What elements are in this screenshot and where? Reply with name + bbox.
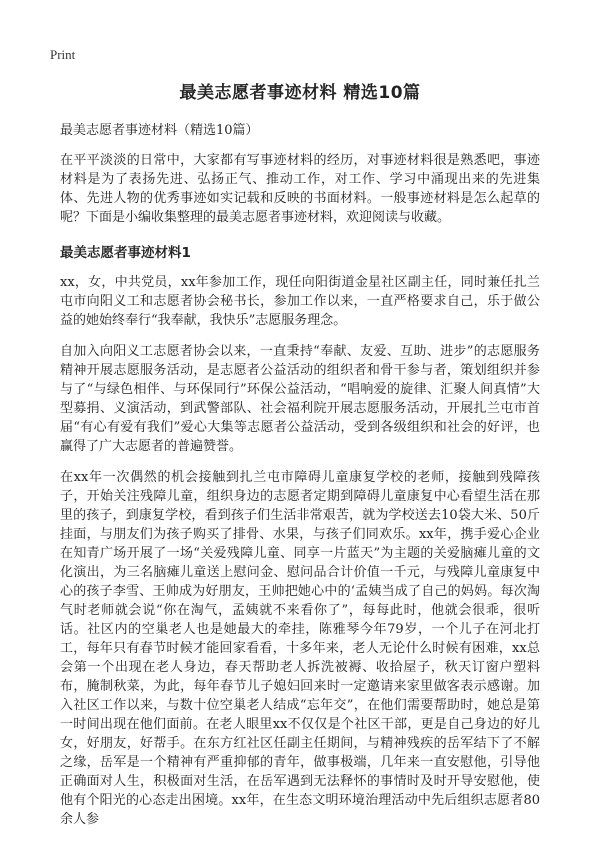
section-heading: 最美志愿者事迹材料1: [60, 245, 191, 261]
page-title: 最美志愿者事迹材料 精选10篇: [179, 83, 421, 103]
body-paragraph: xx，女，中共党员，xx年参加工作，现任向阳街道金星社区副主任，同时兼任扎兰屯市向阳义工和志愿者协会秘书长，参加工作以来，一直严格要求自己，乐于做公益的她始终奉行“我奉献，我快乐”志愿服务理念。: [60, 275, 540, 328]
print-label[interactable]: Print: [50, 47, 76, 62]
document-subtitle: 最美志愿者事迹材料（精选10篇）: [60, 123, 259, 138]
document-body: [60, 121, 540, 841]
intro-paragraph: 在平平淡淡的日常中，大家都有写事迹材料的经历，对事迹材料很是熟悉吧，事迹材料是为了表扬先进、弘扬正气、推动工作，对工作、学习中涌现出来的先进集体、先进人物的优秀事迹如实记载和反映的书面材料。一般事迹材料是怎么起草的呢？下面是小编收集整理的最美志愿者事迹材料，欢迎阅读与收藏。: [60, 153, 540, 225]
body-paragraph: 自加入向阳义工志愿者协会以来，一直秉持“奉献、友爱、互助、进步”的志愿服务精神开展志愿服务活动，是志愿者公益活动的组织者和骨干参与者，策划组织并参与了“与绿色相伴、与环保同行”环保公益活动，“唱响爱的旋律、汇聚人间真情”大型募捐、义演活动，到武警部队、社会福利院开展志愿服务活动，开展扎兰屯市首届“有心有爱有我们”爱心大集等志愿者公益活动，受到各级组织和社会的好评，也赢得了广大志愿者的普遍赞誉。: [60, 344, 540, 454]
body-paragraph: 在xx年一次偶然的机会接触到扎兰屯市障碍儿童康复学校的老师，接触到残障孩子，开始关注残障儿童，组织身边的志愿者定期到障碍儿童康复中心看望生活在那里的孩子，到康复学校，看到孩子们生活非常艰苦，就为学校送去10袋大米、50斤挂面，与朋友们为孩子购买了排骨、水果，与孩子们同欢乐。xx年，携手爱心企业在知青广场开展了一场“关爱残障儿童、同享一片蓝天”为主题的关爱脑瘫儿童的文化演出，为三名脑瘫儿童送上慰问金、慰问品合计价值一千元，与残障儿童康复中心的孩子李雪、王帅成为好朋友，王帅把她心中的‘孟姨当成了自己的妈妈。每次淘气时老师就会说“你在淘气，孟姨就不来看你了”，每每此时，他就会很乖，很听话。社区内的空巢老人也是她最大的牵挂，陈雅琴今年79岁，一个儿子在河北打工，每年只有春节时候才能回家看看，十多年来，老人无论什么时候有困难，xx总会第一个出现在老人身边，春天帮助老人拆洗被褥、收拾屋子，秋天订窗户塑料布，腌制秋菜，为此，每年春节儿子媳妇回来时一定邀请来家里做客表示感谢。加入社区工作以来，与数十位空巢老人结成“忘年交”，在他们需要帮助时，她总是第一时间出现在他们面前。在老人眼里xx不仅仅是个社区干部，更是自己身边的好儿女，好朋友，好帮手。在东方红社区任副主任期间，与精神残疾的岳军结下了不解之缘，岳军是一个精神有严重抑郁的青年，做事极端，几年来一直安慰他，引导他正确面对人生，积极面对生活，在岳军遇到无法释怀的事情时及时开导安慰他，使他有个阳光的心态走出困境。xx年，在生态文明环境治理活动中先后组织志愿者80余人参: [60, 470, 540, 827]
